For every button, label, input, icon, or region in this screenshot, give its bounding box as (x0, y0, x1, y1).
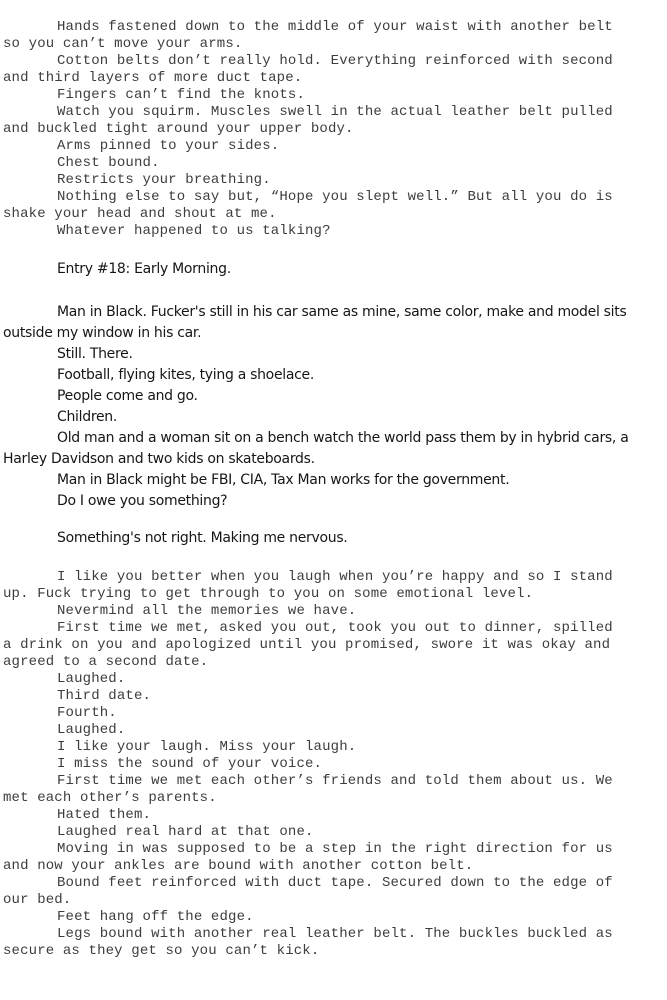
text-line: shake your head and shout at me. (3, 206, 277, 222)
text-line: Fingers can’t find the knots. (57, 87, 305, 103)
text-line: Something's not right. Making me nervous. (57, 530, 348, 546)
text-line: outside my window in his car. (3, 325, 202, 341)
text-line: Moving in was supposed to be a step in the right direction for us (57, 841, 613, 857)
text-line: Watch you squirm. Muscles swell in the actual leather belt pulled (57, 104, 613, 120)
text-line: Football, flying kites, tying a shoelace. (57, 367, 314, 383)
text-line: our bed. (3, 892, 72, 908)
text-line: Bound feet reinforced with duct tape. Secured down to the edge of (57, 875, 613, 891)
text-line: Man in Black. Fucker's still in his car same as mine, same color, make and model sits (57, 304, 627, 320)
text-line: First time we met each other’s friends and told them about us. We (57, 773, 613, 789)
text-line: People come and go. (57, 388, 198, 404)
text-line: Restricts your breathing. (57, 172, 271, 188)
text-line: Still. There. (57, 346, 133, 362)
text-line: Legs bound with another real leather belt. The buckles buckled as (57, 926, 613, 942)
text-line: Feet hang off the edge. (57, 909, 254, 925)
text-line: Arms pinned to your sides. (57, 138, 280, 154)
typewriter-section-1 (3, 19, 657, 240)
text-line: and now your ankles are bound with another cotton belt. (3, 858, 474, 874)
text-line: First time we met, asked you out, took you out to dinner, spilled (57, 620, 613, 636)
text-line: Fourth. (57, 705, 117, 721)
text-line: Children. (57, 409, 117, 425)
entry-body-section (3, 302, 657, 512)
text-line: Nevermind all the memories we have. (57, 603, 357, 619)
text-line: Chest bound. (57, 155, 160, 171)
text-line: Man in Black might be FBI, CIA, Tax Man works for the government. (57, 472, 510, 488)
text-line: Harley Davidson and two kids on skateboards. (3, 451, 315, 467)
text-line: Old man and a woman sit on a bench watch the world pass them by in hybrid cars, a (57, 430, 629, 446)
text-line: up. Fuck trying to get through to you on some emotional level. (3, 586, 534, 602)
text-line: Laughed. (57, 671, 126, 687)
text-line: Laughed. (57, 722, 126, 738)
text-line: I like your laugh. Miss your laugh. (57, 739, 357, 755)
text-line: a drink on you and apologized until you promised, swore it was okay and (3, 637, 611, 653)
text-line: secure as they get so you can’t kick. (3, 943, 320, 959)
text-line: I miss the sound of your voice. (57, 756, 323, 772)
text-line: and buckled tight around your upper body. (3, 121, 354, 137)
text-line: Laughed real hard at that one. (57, 824, 314, 840)
text-line: I like you better when you laugh when you’re happy and so I stand (57, 569, 613, 585)
text-line: Entry #18: Early Morning. (57, 261, 231, 277)
text-line: Hands fastened down to the middle of your waist with another belt (57, 19, 613, 35)
text-line: Nothing else to say but, “Hope you slept well.” But all you do is (57, 189, 613, 205)
text-line: Do I owe you something? (57, 493, 228, 509)
text-line: so you can’t move your arms. (3, 36, 243, 52)
text-line: Cotton belts don’t really hold. Everything reinforced with second (57, 53, 613, 69)
entry-note-section (3, 528, 657, 549)
typewriter-section-2 (3, 569, 657, 960)
text-line: met each other’s parents. (3, 790, 217, 806)
text-line: and third layers of more duct tape. (3, 70, 303, 86)
entry-heading-section (3, 259, 657, 280)
text-line: Third date. (57, 688, 152, 704)
text-line: agreed to a second date. (3, 654, 209, 670)
document-text (3, 19, 657, 960)
text-line: Hated them. (57, 807, 152, 823)
text-line: Whatever happened to us talking? (57, 223, 331, 239)
